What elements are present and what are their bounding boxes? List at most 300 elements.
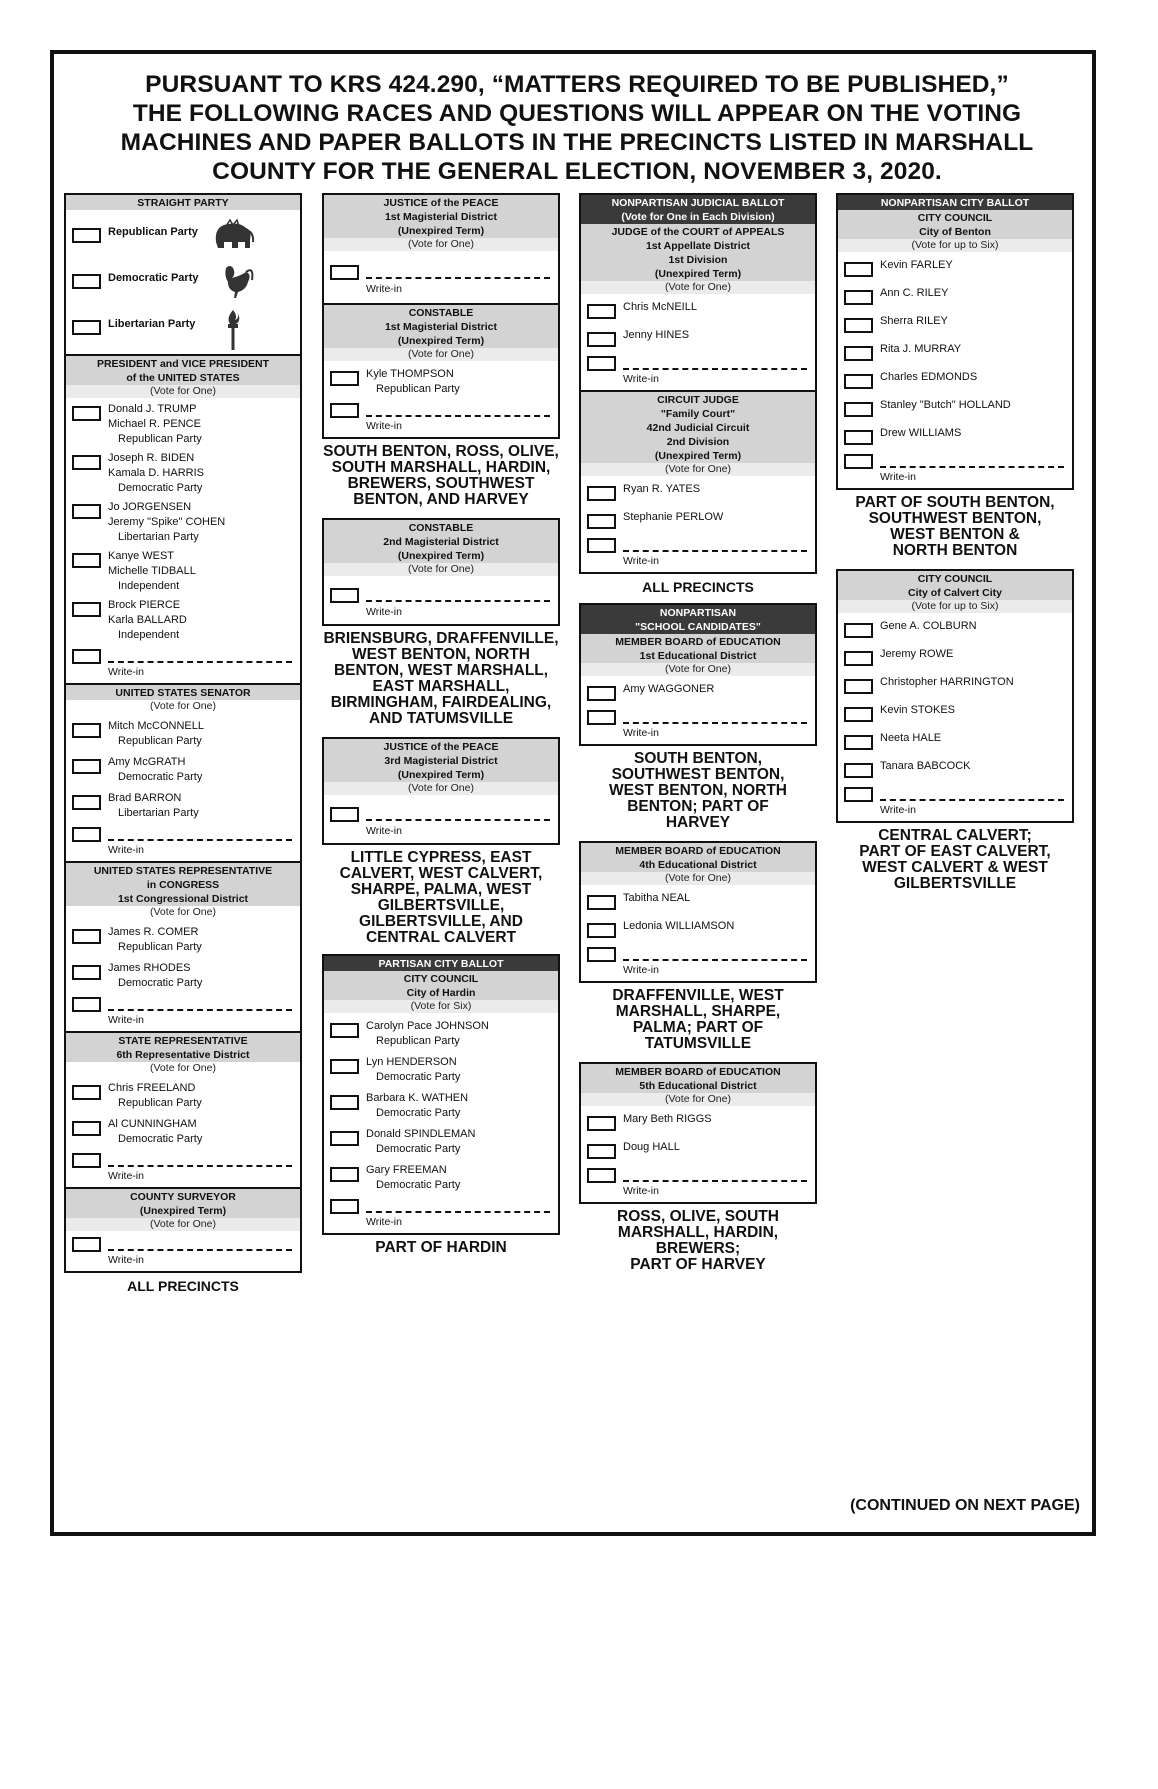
candidate-option[interactable] (838, 703, 1072, 725)
write-in-label: Write-in (366, 825, 402, 837)
checkbox[interactable] (72, 827, 101, 842)
vote-instruction: (Vote for Six) (324, 1000, 558, 1013)
candidate-option[interactable] (581, 919, 815, 941)
checkbox[interactable] (72, 759, 101, 774)
candidate-option[interactable] (838, 731, 1072, 753)
checkbox[interactable] (72, 1237, 101, 1252)
race-header (581, 392, 815, 463)
candidate-option[interactable] (838, 286, 1072, 308)
checkbox[interactable] (587, 710, 616, 725)
race-title: JUDGE of the COURT of APPEALS (611, 226, 785, 238)
caption-line: PALMA; PART OF (632, 1019, 764, 1036)
party-label: Democratic Party (376, 1143, 461, 1155)
write-in-option[interactable] (581, 1162, 815, 1202)
candidate-name: Chris FREELAND (108, 1082, 196, 1094)
race-hardin-city-council (324, 956, 558, 1233)
race-title: 42nd Judicial Circuit (646, 422, 750, 434)
candidate-option[interactable] (581, 1140, 815, 1162)
caption-line: SOUTH BENTON, (633, 750, 763, 767)
candidate-option[interactable] (581, 510, 815, 532)
race-title: 1st Magisterial District (384, 321, 498, 333)
checkbox[interactable] (330, 1167, 359, 1182)
checkbox[interactable] (330, 1059, 359, 1074)
checkbox[interactable] (72, 649, 101, 664)
ballot-box (579, 1062, 817, 1204)
elephant-emblem-icon (210, 216, 256, 252)
checkbox[interactable] (72, 228, 101, 243)
candidate-option[interactable] (838, 398, 1072, 420)
banner-line: NONPARTISAN (659, 607, 737, 619)
checkbox[interactable] (844, 454, 873, 469)
party-label: Democratic Party (118, 1133, 203, 1145)
checkbox[interactable] (844, 318, 873, 333)
race-circuit-judge (581, 392, 815, 572)
race-justice-peace-3 (324, 739, 558, 843)
race-header (324, 195, 558, 238)
caption-line: BREWERS; (655, 1240, 741, 1257)
candidate-name: Doug HALL (623, 1141, 680, 1153)
caption-line: LITTLE CYPRESS, EAST (350, 849, 532, 866)
candidate-name: Mitch McCONNELL (108, 720, 204, 732)
party-label: Libertarian Party (118, 807, 199, 819)
race-board-education-5 (581, 1064, 815, 1202)
candidate-name: Donald SPINDLEMAN (366, 1128, 476, 1140)
ballot-banner (581, 195, 815, 224)
caption-line: WEST CALVERT & WEST (862, 859, 1048, 876)
candidate-option[interactable] (838, 759, 1072, 781)
race-title: 2nd Division (666, 436, 730, 448)
precinct-caption (836, 828, 1074, 892)
race-title: 4th Educational District (639, 859, 757, 871)
write-in-line[interactable] (623, 1180, 807, 1182)
precinct-caption (579, 751, 817, 831)
running-mate-name: Jeremy "Spike" COHEN (108, 516, 226, 528)
candidate-option[interactable] (838, 426, 1072, 448)
write-in-option[interactable] (581, 532, 815, 572)
write-in-label: Write-in (366, 420, 402, 432)
party-label: Democratic Party (118, 977, 203, 989)
candidate-name: Neeta HALE (880, 732, 942, 744)
party-label: Libertarian Party (108, 318, 196, 330)
party-label: Republican Party (376, 1035, 460, 1047)
candidate-name: Brock PIERCE (108, 599, 181, 611)
race-title: 2nd Magisterial District (383, 536, 499, 548)
precinct-caption: ALL PRECINCTS (127, 1278, 239, 1294)
write-in-label: Write-in (623, 555, 659, 567)
write-in-option[interactable] (66, 1231, 300, 1271)
race-header (581, 843, 815, 872)
write-in-option[interactable] (66, 1147, 300, 1187)
banner-line: "SCHOOL CANDIDATES" (635, 621, 761, 633)
race-title: City of Calvert City (908, 587, 1002, 599)
race-title: 1st Appellate District (645, 240, 751, 252)
write-in-option[interactable] (581, 350, 815, 390)
candidate-option[interactable] (838, 258, 1072, 280)
candidate-name: Christopher HARRINGTON (880, 676, 1014, 688)
banner-line: (Vote for One in Each Division) (621, 211, 775, 223)
race-header (838, 571, 1072, 600)
caption-line: BENTON, WEST MARSHALL, (333, 662, 549, 679)
race-header (66, 1189, 300, 1218)
party-option[interactable] (66, 210, 300, 256)
write-in-option[interactable] (581, 704, 815, 744)
caption-line: MARSHALL, HARDIN, (617, 1224, 779, 1241)
candidate-name: Joseph R. BIDEN (108, 452, 195, 464)
candidate-option[interactable] (838, 370, 1072, 392)
checkbox[interactable] (844, 679, 873, 694)
checkbox[interactable] (72, 1085, 101, 1100)
vote-instruction: (Vote for One) (324, 563, 558, 576)
ballot-banner: PARTISAN CITY BALLOT (324, 956, 558, 971)
caption-line: PART OF SOUTH BENTON, (855, 494, 1055, 511)
race-title: CONSTABLE (408, 522, 474, 534)
write-in-option[interactable] (66, 821, 300, 861)
caption-line: SOUTH BENTON, ROSS, OLIVE, (323, 443, 559, 460)
candidate-option[interactable] (581, 891, 815, 913)
race-title: (Unexpired Term) (654, 450, 742, 462)
caption-line: ROSS, OLIVE, SOUTH (617, 1208, 779, 1225)
write-in-line[interactable] (623, 959, 807, 961)
ballot-box (836, 569, 1074, 823)
candidate-name: Amy McGRATH (108, 756, 186, 768)
write-in-line[interactable] (880, 799, 1064, 801)
checkbox[interactable] (587, 332, 616, 347)
checkbox[interactable] (330, 807, 359, 822)
checkbox[interactable] (587, 686, 616, 701)
checkbox[interactable] (72, 602, 101, 617)
party-label: Democratic Party (376, 1071, 461, 1083)
candidate-name: Al CUNNINGHAM (108, 1118, 197, 1130)
race-header: STRAIGHT PARTY (66, 195, 300, 210)
checkbox[interactable] (587, 923, 616, 938)
checkbox[interactable] (587, 1116, 616, 1131)
write-in-line[interactable] (108, 1165, 292, 1167)
candidate-name: Tanara BABCOCK (880, 760, 971, 772)
race-title: CITY COUNCIL (917, 212, 993, 224)
write-in-label: Write-in (108, 666, 144, 678)
candidate-option[interactable] (324, 367, 558, 397)
checkbox[interactable] (587, 514, 616, 529)
checkbox[interactable] (72, 929, 101, 944)
checkbox[interactable] (330, 265, 359, 280)
party-label: Libertarian Party (118, 531, 199, 543)
candidate-name: Lyn HENDERSON (366, 1056, 457, 1068)
candidate-option[interactable] (66, 402, 300, 447)
caption-line: GILBERTSVILLE, AND (359, 913, 523, 930)
checkbox[interactable] (844, 346, 873, 361)
candidate-name: Kevin FARLEY (880, 259, 953, 271)
caption-line: PART OF EAST CALVERT, (859, 843, 1051, 860)
page-title (72, 70, 1082, 186)
torch-emblem-icon (224, 308, 242, 352)
checkbox[interactable] (72, 1121, 101, 1136)
candidate-option[interactable] (66, 755, 300, 785)
race-title: JUSTICE of the PEACE (383, 197, 499, 209)
race-title: in CONGRESS (146, 879, 220, 891)
candidate-option[interactable] (66, 719, 300, 749)
race-header: UNITED STATES SENATOR (66, 685, 300, 700)
party-option[interactable] (66, 256, 300, 302)
race-title: MEMBER BOARD of EDUCATION (615, 1066, 781, 1078)
checkbox[interactable] (844, 787, 873, 802)
column-1 (64, 193, 302, 1294)
write-in-label: Write-in (108, 844, 144, 856)
write-in-option[interactable] (324, 397, 558, 437)
checkbox[interactable] (844, 763, 873, 778)
race-title: City of Benton (919, 226, 991, 238)
write-in-line[interactable] (108, 839, 292, 841)
candidate-option[interactable] (66, 925, 300, 955)
checkbox[interactable] (330, 403, 359, 418)
column-3 (579, 193, 817, 1273)
race-title: 1st Educational District (639, 650, 757, 662)
checkbox[interactable] (72, 274, 101, 289)
vote-instruction: (Vote for One) (581, 663, 815, 676)
party-label: Republican Party (376, 383, 460, 395)
checkbox[interactable] (844, 651, 873, 666)
caption-line: CENTRAL CALVERT; (878, 827, 1032, 844)
write-in-line[interactable] (366, 415, 550, 417)
checkbox[interactable] (587, 947, 616, 962)
race-state-representative (66, 1033, 300, 1189)
party-label: Democratic Party (376, 1179, 461, 1191)
checkbox[interactable] (72, 553, 101, 568)
party-label: Independent (118, 629, 180, 641)
write-in-option[interactable] (324, 1193, 558, 1233)
candidate-option[interactable] (324, 1127, 558, 1157)
candidate-option[interactable] (66, 598, 300, 643)
checkbox[interactable] (330, 1131, 359, 1146)
title-line: PURSUANT TO KRS 424.290, “MATTERS REQUIRED TO BE PUBLISHED,” (145, 71, 1009, 98)
candidate-name: Jo JORGENSEN (108, 501, 192, 513)
caption-line: TATUMSVILLE (644, 1035, 752, 1052)
ballot-box (322, 518, 560, 626)
checkbox[interactable] (330, 1199, 359, 1214)
checkbox[interactable] (844, 735, 873, 750)
candidate-name: Ryan R. YATES (623, 483, 701, 495)
checkbox[interactable] (587, 304, 616, 319)
ballot-box (322, 954, 560, 1235)
write-in-line[interactable] (623, 550, 807, 552)
candidate-option[interactable] (581, 1112, 815, 1134)
checkbox[interactable] (587, 356, 616, 371)
checkbox[interactable] (330, 1023, 359, 1038)
candidate-option[interactable] (581, 328, 815, 350)
write-in-option[interactable] (66, 991, 300, 1031)
race-header (581, 224, 815, 281)
race-title: (Unexpired Term) (397, 335, 485, 347)
candidate-option[interactable] (66, 451, 300, 496)
race-title: (Unexpired Term) (397, 225, 485, 237)
race-title: JUSTICE of the PEACE (383, 741, 499, 753)
column-4 (836, 193, 1074, 892)
candidate-option[interactable] (66, 961, 300, 991)
checkbox[interactable] (844, 290, 873, 305)
precinct-caption (322, 444, 560, 508)
caption-line: SOUTH MARSHALL, HARDIN, (331, 459, 551, 476)
write-in-option[interactable] (324, 576, 558, 624)
write-in-label: Write-in (880, 471, 916, 483)
write-in-option[interactable] (581, 941, 815, 981)
vote-instruction: (Vote for One) (66, 1062, 300, 1075)
race-constable-1 (324, 305, 558, 437)
write-in-line[interactable] (108, 1009, 292, 1011)
caption-line: AND TATUMSVILLE (368, 710, 514, 727)
checkbox[interactable] (844, 430, 873, 445)
ballot-box (579, 193, 817, 574)
race-title: CONSTABLE (408, 307, 474, 319)
candidate-name: James RHODES (108, 962, 191, 974)
race-title: PRESIDENT and VICE PRESIDENT (96, 358, 270, 370)
party-option[interactable] (66, 302, 300, 354)
race-calvert-city-council (838, 571, 1072, 821)
write-in-option[interactable] (66, 643, 300, 683)
ballot-banner: NONPARTISAN CITY BALLOT (838, 195, 1072, 210)
candidate-name: Tabitha NEAL (623, 892, 691, 904)
candidate-option[interactable] (324, 1055, 558, 1085)
write-in-line[interactable] (108, 661, 292, 663)
candidate-name: Ledonia WILLIAMSON (623, 920, 735, 932)
candidate-option[interactable] (66, 500, 300, 545)
caption-line: WEST BENTON & (890, 526, 1020, 543)
write-in-line[interactable] (366, 277, 550, 279)
candidate-option[interactable] (838, 342, 1072, 364)
precinct-caption (579, 1209, 817, 1273)
write-in-line[interactable] (366, 819, 550, 821)
write-in-line[interactable] (366, 600, 550, 602)
candidate-option[interactable] (838, 675, 1072, 697)
candidate-name: Sherra RILEY (880, 315, 948, 327)
vote-instruction: (Vote for One) (66, 700, 300, 713)
candidate-name: Kyle THOMPSON (366, 368, 454, 380)
write-in-option[interactable] (324, 251, 558, 303)
precinct-caption: ALL PRECINCTS (642, 579, 754, 595)
race-header (66, 863, 300, 906)
checkbox[interactable] (72, 406, 101, 421)
checkbox[interactable] (587, 538, 616, 553)
candidate-name: Drew WILLIAMS (880, 427, 962, 439)
checkbox[interactable] (587, 486, 616, 501)
caption-line: MARSHALL, SHARPE, (615, 1003, 781, 1020)
race-header (324, 305, 558, 348)
checkbox[interactable] (72, 455, 101, 470)
party-label: Democratic Party (118, 482, 203, 494)
ballot-box (836, 193, 1074, 490)
checkbox[interactable] (72, 997, 101, 1012)
candidate-option[interactable] (324, 1019, 558, 1049)
race-title: "Family Court" (660, 408, 736, 420)
party-label: Republican Party (118, 941, 202, 953)
candidate-name: Barbara K. WATHEN (366, 1092, 469, 1104)
candidate-option[interactable] (66, 1081, 300, 1111)
party-label: Democratic Party (108, 272, 199, 284)
caption-line: SOUTHWEST BENTON, (611, 766, 785, 783)
candidate-option[interactable] (838, 647, 1072, 669)
checkbox[interactable] (72, 1153, 101, 1168)
banner-line: NONPARTISAN JUDICIAL BALLOT (611, 197, 785, 209)
race-title: 3rd Magisterial District (384, 755, 498, 767)
running-mate-name: Kamala D. HARRIS (108, 467, 204, 479)
checkbox[interactable] (330, 371, 359, 386)
checkbox[interactable] (844, 623, 873, 638)
write-in-line[interactable] (108, 1249, 292, 1251)
candidate-name: Stanley "Butch" HOLLAND (880, 399, 1011, 411)
checkbox[interactable] (72, 320, 101, 335)
candidate-name: Brad BARRON (108, 792, 182, 804)
candidate-name: Jenny HINES (623, 329, 690, 341)
candidate-name: Gary FREEMAN (366, 1164, 447, 1176)
caption-line: NORTH BENTON (892, 542, 1018, 559)
candidate-option[interactable] (66, 549, 300, 594)
candidate-option[interactable] (66, 791, 300, 821)
write-in-label: Write-in (623, 964, 659, 976)
candidate-option[interactable] (838, 314, 1072, 336)
caption-line: BIRMINGHAM, FAIRDEALING, (330, 694, 552, 711)
write-in-line[interactable] (366, 1211, 550, 1213)
race-header (66, 1033, 300, 1062)
race-header (581, 634, 815, 663)
checkbox[interactable] (330, 588, 359, 603)
vote-instruction: (Vote for One) (324, 782, 558, 795)
race-title: 5th Educational District (639, 1080, 757, 1092)
caption-line: GILBERTSVILLE (893, 875, 1017, 892)
race-title: 1st Magisterial District (384, 211, 498, 223)
title-line: COUNTY FOR THE GENERAL ELECTION, NOVEMBER 3, 2020. (212, 158, 942, 185)
running-mate-name: Michael R. PENCE (108, 418, 201, 430)
vote-instruction: (Vote for One) (324, 238, 558, 251)
checkbox[interactable] (330, 1095, 359, 1110)
checkbox[interactable] (844, 707, 873, 722)
candidate-name: Rita J. MURRAY (880, 343, 962, 355)
candidate-option[interactable] (324, 1091, 558, 1121)
write-in-option[interactable] (324, 795, 558, 843)
caption-line: SHARPE, PALMA, WEST (350, 881, 532, 898)
race-header (581, 1064, 815, 1093)
race-title: MEMBER BOARD of EDUCATION (615, 845, 781, 857)
write-in-option[interactable] (838, 781, 1072, 821)
candidate-option[interactable] (581, 682, 815, 704)
candidate-option[interactable] (581, 482, 815, 504)
candidate-option[interactable] (66, 1117, 300, 1147)
checkbox[interactable] (844, 374, 873, 389)
candidate-name: James R. COMER (108, 926, 199, 938)
candidate-option[interactable] (838, 619, 1072, 641)
checkbox[interactable] (587, 1144, 616, 1159)
checkbox[interactable] (587, 1168, 616, 1183)
checkbox[interactable] (72, 723, 101, 738)
checkbox[interactable] (72, 795, 101, 810)
checkbox[interactable] (844, 402, 873, 417)
race-title: 6th Representative District (116, 1049, 250, 1061)
race-board-education-4 (581, 843, 815, 981)
write-in-line[interactable] (623, 368, 807, 370)
candidate-name: Stephanie PERLOW (623, 511, 724, 523)
precinct-caption (579, 988, 817, 1052)
checkbox[interactable] (844, 262, 873, 277)
checkbox[interactable] (587, 895, 616, 910)
write-in-line[interactable] (623, 722, 807, 724)
caption-line: BENTON; PART OF (627, 798, 769, 815)
write-in-option[interactable] (838, 448, 1072, 488)
race-title: MEMBER BOARD of EDUCATION (615, 636, 781, 648)
checkbox[interactable] (72, 965, 101, 980)
race-title: COUNTY SURVEYOR (130, 1191, 236, 1203)
candidate-option[interactable] (324, 1163, 558, 1193)
checkbox[interactable] (72, 504, 101, 519)
write-in-line[interactable] (880, 466, 1064, 468)
column-2 (322, 193, 560, 1256)
candidate-option[interactable] (581, 300, 815, 322)
